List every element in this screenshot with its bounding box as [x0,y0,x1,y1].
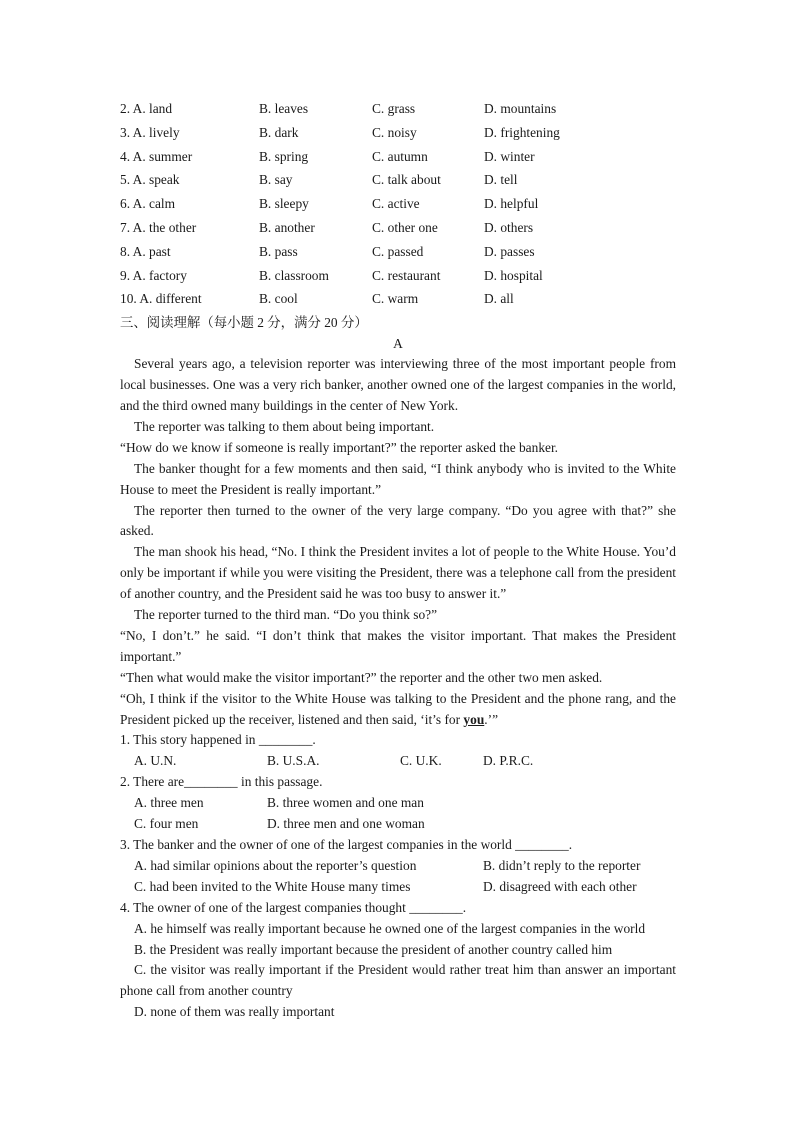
option-b: B. pass [259,243,298,259]
option-a: 5. A. speak [120,172,180,188]
option-a: 2. A. land [120,101,173,116]
passage-paragraph-last [120,689,676,731]
option-b: B. sleepy [259,196,309,212]
option-c: C. active [372,196,420,212]
option-a: 10. A. different [120,291,202,307]
emphasized-word: you [463,711,485,727]
option-a: 9. A. factory [120,267,187,283]
option-d: D. others [484,219,534,235]
option-d: D. mountains [484,101,557,116]
choice-c: C. four men [134,816,199,832]
choice-d: D. disagreed with each other [483,878,637,894]
passage-paragraph: The banker thought for a few moments and then said, “I think anybody who is invited to the White House to meet the President is really important.” [120,460,676,497]
option-c: C. warm [372,291,419,307]
question-1-options [120,751,676,772]
option-b: B. spring [259,148,309,164]
option-d: D. winter [484,148,535,164]
passage-paragraph: The reporter turned to the third man. “Do you think so?” [134,607,438,623]
question-2-options-row1 [120,793,676,814]
passage-paragraph: The reporter was talking to them about being important. [134,418,435,434]
passage-label: A [393,336,403,352]
option-row [120,192,676,216]
option-row [120,168,676,192]
option-row [120,264,676,288]
exam-page [120,97,676,1023]
choice-d: D. three men and one woman [267,816,425,832]
option-b: B. classroom [259,267,329,283]
option-a: 4. A. summer [120,148,193,164]
option-d: D. tell [484,172,518,188]
passage-paragraph: “How do we know if someone is really important?” the reporter asked the banker. [120,439,559,455]
option-d: D. hospital [484,267,543,283]
option-c: C. noisy [372,124,417,140]
question-2: 2. There are________ in this passage. [120,774,323,790]
choice-c: C. the visitor was really important if the President would rather treat him than answer an important phone call from another country [120,962,676,999]
option-a: 3. A. lively [120,124,180,140]
choice-a: A. he himself was really important because he owned one of the largest companies in the world [134,920,646,936]
passage-paragraph: The reporter then turned to the owner of the very large company. “Do you agree with that?” she asked. [120,502,676,539]
option-a: 7. A. the other [120,219,197,235]
option-c: C. autumn [372,148,428,164]
option-d: D. frightening [484,124,560,140]
option-a: 8. A. past [120,243,171,259]
choice-a: A. three men [134,795,204,811]
option-c: C. other one [372,219,438,235]
choice-a: A. had similar opinions about the reporter’s question [134,857,417,873]
option-c: C. talk about [372,172,441,188]
passage-end: .’” [484,711,499,727]
passage-text: “Oh, I think if the visitor to the White House was talking to the President and the phone rang, and the President picked up the receiver, listened and then said, ‘it’s for [120,690,676,727]
choice-c: C. had been invited to the White House many times [134,878,411,894]
option-row [120,121,676,145]
choice-d: D. P.R.C. [483,753,534,769]
section-heading: 三、阅读理解（每小题 2 分，满分 20 分） [120,315,368,331]
choice-b: B. three women and one man [267,795,424,811]
option-b: B. leaves [259,101,309,116]
option-d: D. all [484,291,514,307]
option-b: B. dark [259,124,299,140]
passage-paragraph: “Then what would make the visitor important?” the reporter and the other two men asked. [120,669,603,685]
option-row [120,287,676,311]
option-b: B. cool [259,291,298,307]
question-3-options-row2 [120,877,676,898]
option-row [120,216,676,240]
option-row [120,145,676,169]
option-b: B. say [259,172,293,188]
passage-paragraph: Several years ago, a television reporter was interviewing three of the most important people from local businesses. One was a very rich banker, another owned one of the largest companies in the world, and the third owned many buildings in the center of New York. [120,356,676,413]
choice-c: C. U.K. [400,753,442,769]
reading-passage [120,354,676,730]
question-3: 3. The banker and the owner of one of the largest companies in the world ________. [120,837,573,853]
choice-b: B. didn’t reply to the reporter [483,857,641,873]
option-a: 6. A. calm [120,196,176,212]
passage-paragraph: The man shook his head, “No. I think the President invites a lot of people to the White House. You’d only be important if while you were visiting the President, there was a telephone call from the president of another country, and the President said he was too busy to answer it.” [120,544,676,602]
choice-b: B. the President was really important because the president of another country called him [134,941,613,957]
questions [120,730,676,1023]
question-3-options-row1 [120,856,676,877]
passage-paragraph: “No, I don’t.” he said. “I don’t think that makes the visitor important. That makes the President important.” [120,627,676,664]
question-4: 4. The owner of one of the largest companies thought ________. [120,899,467,915]
option-b: B. another [259,219,315,235]
option-c: C. passed [372,243,424,259]
cloze-options-table [120,97,676,311]
option-row [120,240,676,264]
option-d: D. passes [484,243,535,259]
option-d: D. helpful [484,196,539,212]
question-2-options-row2 [120,814,676,835]
question-1: 1. This story happened in ________. [120,732,316,748]
option-row [120,97,676,121]
choice-d: D. none of them was really important [134,1004,335,1020]
option-c: C. grass [372,101,416,116]
option-c: C. restaurant [372,267,441,283]
choice-a: A. U.N. [134,753,177,769]
choice-b: B. U.S.A. [267,753,320,769]
